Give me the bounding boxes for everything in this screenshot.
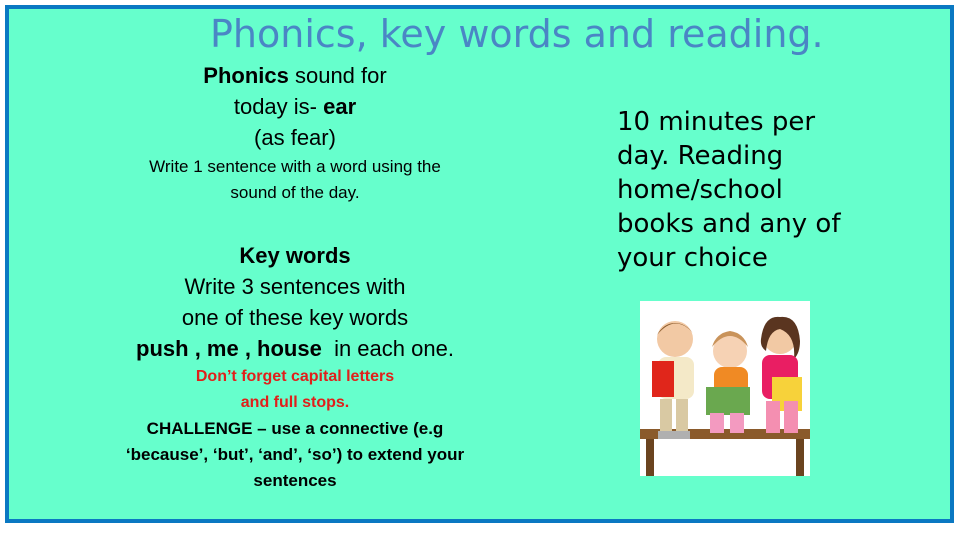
key-words-list: push , me , house [136,336,322,361]
reading-section: 10 minutes per day. Reading home/school books and any of your choice [617,107,841,273]
phonics-instruction: Write 1 sentence with a word using the sound of the day. [149,157,441,202]
phonics-example: (as fear) [254,125,336,150]
phonics-line-1: Phonics sound for [203,63,387,88]
key-words-heading: Key words [239,243,351,268]
key-words-line-3: push , me , house in each one. [136,336,454,361]
challenge: CHALLENGE – use a connective (e.g ‘because’, ‘but’, ‘and’, ‘so’) to extend your sentences [125,419,465,490]
phonics-sound: ear [323,94,357,119]
children-reading-illustration [640,301,810,476]
reminder: Don’t forget capital letters and full stops. [195,368,395,411]
phonics-section [85,60,505,153]
key-words-section [85,240,505,364]
key-words-line-2: one of these key words [181,305,409,330]
children-reading-photo [640,301,810,476]
phonics-label: Phonics [203,63,289,88]
phonics-line-2: today is- ear [233,94,357,119]
slide-title: Phonics, key words and reading. [210,12,824,56]
key-words-line-1: Write 3 sentences with [184,274,406,299]
